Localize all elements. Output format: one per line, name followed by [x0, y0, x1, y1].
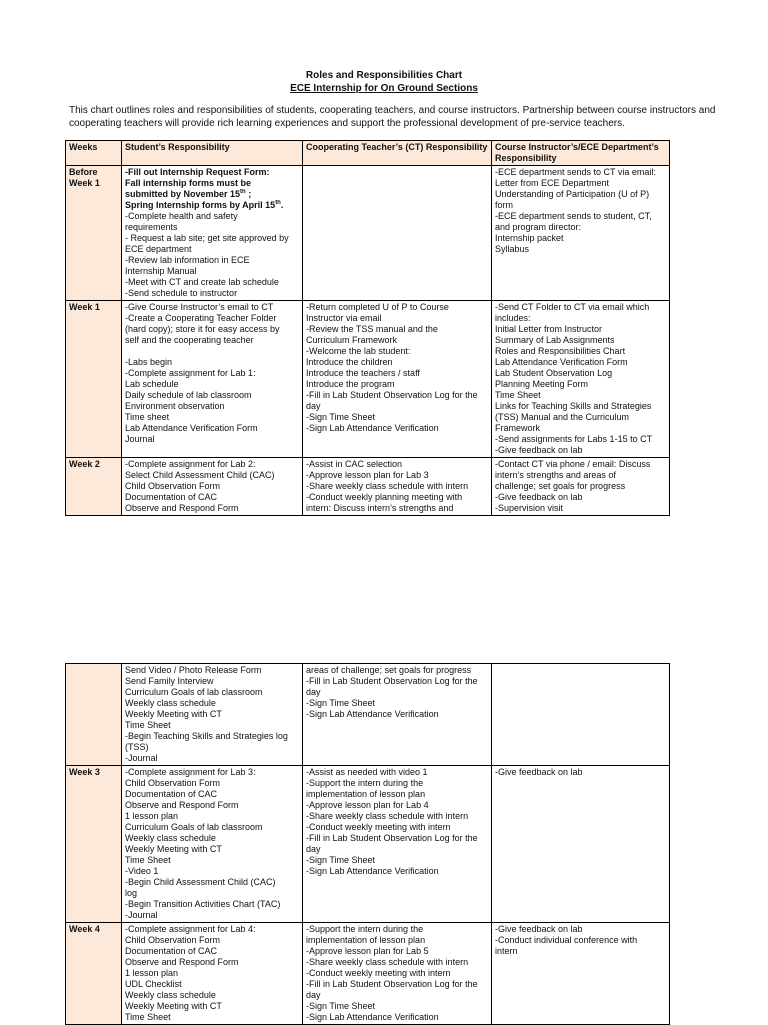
cell-line: day [306, 844, 321, 854]
cell-line: includes: [495, 313, 531, 323]
cell-line: and program director: [495, 222, 582, 232]
cell-line: -Conduct weekly meeting with intern [306, 822, 451, 832]
cell-line: Journal [125, 434, 155, 444]
cell-line: Observe and Respond Form [125, 503, 239, 513]
cell-line: -Share weekly class schedule with intern [306, 811, 469, 821]
table-header-row [66, 141, 670, 166]
cell-line: -Share weekly class schedule with intern [306, 481, 469, 491]
cell-line: day [306, 990, 321, 1000]
cell-line: -Begin Teaching Skills and Strategies log [125, 731, 288, 741]
week-label: Week 4 [69, 924, 100, 934]
cell-line: -Fill in Lab Student Observation Log for the [306, 390, 478, 400]
cell-line: -Return completed U of P to Course [306, 302, 449, 312]
cell-line: -Fill in Lab Student Observation Log for the [306, 979, 478, 989]
cell-line: Weekly class schedule [125, 990, 216, 1000]
cell-line: Lab Attendance Verification Form [125, 423, 258, 433]
cell-line: Child Observation Form [125, 935, 221, 945]
cell-line: -Fill in Lab Student Observation Log for the [306, 833, 478, 843]
header-ci: Course Instructor’s/ECE Department’s Responsibility [492, 141, 670, 166]
week-cell [66, 458, 122, 516]
cell-line: Send Family Interview [125, 676, 214, 686]
ct-cell [303, 664, 492, 766]
ct-cell [303, 166, 492, 301]
ct-cell [303, 301, 492, 458]
cell-line: -Review lab information in ECE [125, 255, 250, 265]
cell-line: -Sign Lab Attendance Verification [306, 709, 439, 719]
header-ct: Cooperating Teacher’s (CT) Responsibility [303, 141, 492, 166]
student-cell [122, 166, 303, 301]
ci-cell [492, 301, 670, 458]
cell-line: -Sign Lab Attendance Verification [306, 866, 439, 876]
cell-line: Lab schedule [125, 379, 179, 389]
cell-line: Curriculum Goals of lab classroom [125, 822, 263, 832]
cell-line: -Complete assignment for Lab 1: [125, 368, 256, 378]
responsibilities-table [65, 140, 670, 516]
student-cell [122, 664, 303, 766]
bold-text: submitted by November 15 [125, 189, 241, 199]
cell-line: Syllabus [495, 244, 530, 254]
cell-line: -Complete assignment for Lab 4: [125, 924, 256, 934]
cell-line: Weekly Meeting with CT [125, 1001, 222, 1011]
cell-line: -Share weekly class schedule with intern [306, 957, 469, 967]
cell-line: -Assist as needed with video 1 [306, 767, 428, 777]
cell-line: -Send assignments for Labs 1-15 to CT [495, 434, 653, 444]
week-label: Before [69, 167, 98, 177]
cell-line: -Sign Time Sheet [306, 412, 376, 422]
cell-line: -Journal [125, 910, 158, 920]
cell-line: areas of challenge; set goals for progress [306, 665, 472, 675]
table-row-week-2 [66, 458, 670, 516]
cell-line: form [495, 200, 513, 210]
cell-line: implementation of lesson plan [306, 789, 426, 799]
ci-cell [492, 458, 670, 516]
cell-line: -Sign Time Sheet [306, 698, 376, 708]
cell-line: -Conduct weekly planning meeting with [306, 492, 463, 502]
cell-line: -Supervision visit [495, 503, 564, 513]
cell-line: -ECE department sends to student, CT, [495, 211, 652, 221]
table-row-week-4 [66, 923, 670, 1025]
cell-line: -Give feedback on lab [495, 492, 583, 502]
cell-line: - Request a lab site; get site approved by [125, 233, 289, 243]
cell-line: Send Video / Photo Release Form [125, 665, 262, 675]
cell-line: -Conduct individual conference with [495, 935, 638, 945]
cell-line: Letter from ECE Department [495, 178, 610, 188]
table-row-week-2-continued [66, 664, 670, 766]
cell-line: -Review the TSS manual and the [306, 324, 438, 334]
week-label: Week 1 [69, 302, 100, 312]
cell-line: ECE department [125, 244, 192, 254]
cell-line: -Give feedback on lab [495, 924, 583, 934]
cell-line: log [125, 888, 138, 898]
week-cell [66, 166, 122, 301]
cell-line: Time Sheet [125, 1012, 171, 1022]
week-cell [66, 301, 122, 458]
cell-line: Time Sheet [495, 390, 541, 400]
cell-line: Weekly Meeting with CT [125, 844, 222, 854]
ordinal-suffix: th [275, 200, 281, 206]
cell-line: -Labs begin [125, 357, 173, 367]
student-cell [122, 301, 303, 458]
cell-line: Child Observation Form [125, 481, 221, 491]
cell-line: (hard copy); store it for easy access by [125, 324, 280, 334]
intro-paragraph [69, 104, 716, 130]
cell-line: -Send schedule to instructor [125, 288, 238, 298]
cell-line: -Contact CT via phone / email: Discuss [495, 459, 651, 469]
document-title: Roles and Responsibilities Chart [305, 70, 463, 81]
cell-line: Links for Teaching Skills and Strategies [495, 401, 652, 411]
cell-line: intern’s strengths and areas of [495, 470, 616, 480]
cell-line: -Video 1 [125, 866, 159, 876]
cell-line: -Support the intern during the [306, 924, 424, 934]
intro-line: cooperating teachers will provide rich learning experiences and support the professional development of pre-service teachers. [69, 118, 625, 129]
cell-line: Roles and Responsibilities Chart [495, 346, 626, 356]
cell-line: -Send CT Folder to CT via email which [495, 302, 650, 312]
header-student: Student’s Responsibility [122, 141, 303, 166]
ci-cell [492, 766, 670, 923]
week-label: Week 2 [69, 459, 100, 469]
week-label: Week 3 [69, 767, 100, 777]
week-cell [66, 766, 122, 923]
ci-cell [492, 166, 670, 301]
cell-line: intern: Discuss intern’s strengths and [306, 503, 454, 513]
ci-cell [492, 664, 670, 766]
table-row-week-1 [66, 301, 670, 458]
cell-line: challenge; set goals for progress [495, 481, 626, 491]
cell-line: -Complete health and safety [125, 211, 238, 221]
cell-line: Introduce the program [306, 379, 395, 389]
blank-line [125, 346, 299, 357]
cell-line: Documentation of CAC [125, 492, 218, 502]
cell-line: (TSS) Manual and the Curriculum [495, 412, 630, 422]
cell-line: -Give feedback on lab [495, 445, 583, 455]
cell-line: -Fill in Lab Student Observation Log for the [306, 676, 478, 686]
bold-line [125, 200, 299, 211]
cell-line: -Complete assignment for Lab 2: [125, 459, 256, 469]
cell-line: day [306, 401, 321, 411]
ct-cell [303, 766, 492, 923]
cell-line: -Sign Time Sheet [306, 855, 376, 865]
cell-line: Time sheet [125, 412, 170, 422]
cell-line: Planning Meeting Form [495, 379, 589, 389]
cell-line: self and the cooperating teacher [125, 335, 254, 345]
cell-line: -Conduct weekly meeting with intern [306, 968, 451, 978]
bold-text: . [280, 200, 284, 210]
cell-line: Environment observation [125, 401, 225, 411]
cell-line: Weekly class schedule [125, 698, 216, 708]
cell-line: implementation of lesson plan [306, 935, 426, 945]
cell-line: -Give feedback on lab [495, 767, 583, 777]
bold-line: Fall internship forms must be [125, 178, 252, 188]
student-cell [122, 458, 303, 516]
cell-line: -Sign Time Sheet [306, 1001, 376, 1011]
bold-text: Spring Internship forms by April 15 [125, 200, 276, 210]
cell-line: Daily schedule of lab classroom [125, 390, 252, 400]
cell-line: Summary of Lab Assignments [495, 335, 615, 345]
cell-line: 1 lesson plan [125, 811, 179, 821]
table-row-before-week-1 [66, 166, 670, 301]
cell-line: -Sign Lab Attendance Verification [306, 1012, 439, 1022]
cell-line: Documentation of CAC [125, 946, 218, 956]
cell-line: Observe and Respond Form [125, 800, 239, 810]
cell-line: Instructor via email [306, 313, 382, 323]
bold-line [125, 189, 299, 200]
cell-line: -Approve lesson plan for Lab 3 [306, 470, 429, 480]
intro-line: This chart outlines roles and responsibilities of students, cooperating teachers, and course instructors. Partnership between course instructors and [69, 105, 716, 116]
cell-line: Child Observation Form [125, 778, 221, 788]
cell-line: -Complete assignment for Lab 3: [125, 767, 256, 777]
student-cell [122, 923, 303, 1025]
cell-line: UDL Checklist [125, 979, 182, 989]
cell-line: Weekly Meeting with CT [125, 709, 222, 719]
cell-line: Introduce the teachers / staff [306, 368, 420, 378]
cell-line: Lab Student Observation Log [495, 368, 613, 378]
cell-line: Time Sheet [125, 720, 171, 730]
cell-line: -Approve lesson plan for Lab 4 [306, 800, 429, 810]
document-subtitle: ECE Internship for On Ground Sections [290, 83, 478, 94]
cell-line: -Begin Transition Activities Chart (TAC) [125, 899, 281, 909]
ci-cell [492, 923, 670, 1025]
cell-line: -Assist in CAC selection [306, 459, 403, 469]
cell-line: Curriculum Goals of lab classroom [125, 687, 263, 697]
cell-line: -Begin Child Assessment Child (CAC) [125, 877, 276, 887]
cell-line: 1 lesson plan [125, 968, 179, 978]
responsibilities-table-continued [65, 663, 670, 1025]
cell-line: -Journal [125, 753, 158, 763]
cell-line: -Meet with CT and create lab schedule [125, 277, 279, 287]
cell-line: Documentation of CAC [125, 789, 218, 799]
cell-line: -Create a Cooperating Teacher Folder [125, 313, 277, 323]
cell-line: requirements [125, 222, 178, 232]
cell-line: -Welcome the lab student: [306, 346, 411, 356]
cell-line: Internship packet [495, 233, 564, 243]
bold-line: -Fill out Internship Request Form: [125, 167, 270, 177]
cell-line: Initial Letter from Instructor [495, 324, 603, 334]
cell-line: Curriculum Framework [306, 335, 398, 345]
cell-line: Lab Attendance Verification Form [495, 357, 628, 367]
cell-line: Introduce the children [306, 357, 393, 367]
ct-cell [303, 923, 492, 1025]
week-label: Week 1 [69, 178, 100, 188]
cell-line: Select Child Assessment Child (CAC) [125, 470, 275, 480]
cell-line: Framework [495, 423, 541, 433]
bold-text: ; [245, 189, 252, 199]
student-cell [122, 766, 303, 923]
cell-line: -Give Course Instructor’s email to CT [125, 302, 274, 312]
week-cell [66, 923, 122, 1025]
cell-line: -Approve lesson plan for Lab 5 [306, 946, 429, 956]
cell-line: -ECE department sends to CT via email: [495, 167, 656, 177]
cell-line: Weekly class schedule [125, 833, 216, 843]
cell-line: Time Sheet [125, 855, 171, 865]
cell-line: day [306, 687, 321, 697]
cell-line: Internship Manual [125, 266, 197, 276]
cell-line: Observe and Respond Form [125, 957, 239, 967]
ordinal-suffix: th [240, 189, 246, 195]
table-row-week-3 [66, 766, 670, 923]
cell-line: Understanding of Participation (U of P) [495, 189, 650, 199]
cell-line: (TSS) [125, 742, 149, 752]
week-cell [66, 664, 122, 766]
ct-cell [303, 458, 492, 516]
cell-line: -Sign Lab Attendance Verification [306, 423, 439, 433]
cell-line: intern [495, 946, 518, 956]
header-weeks: Weeks [66, 141, 122, 166]
cell-line: -Support the intern during the [306, 778, 424, 788]
